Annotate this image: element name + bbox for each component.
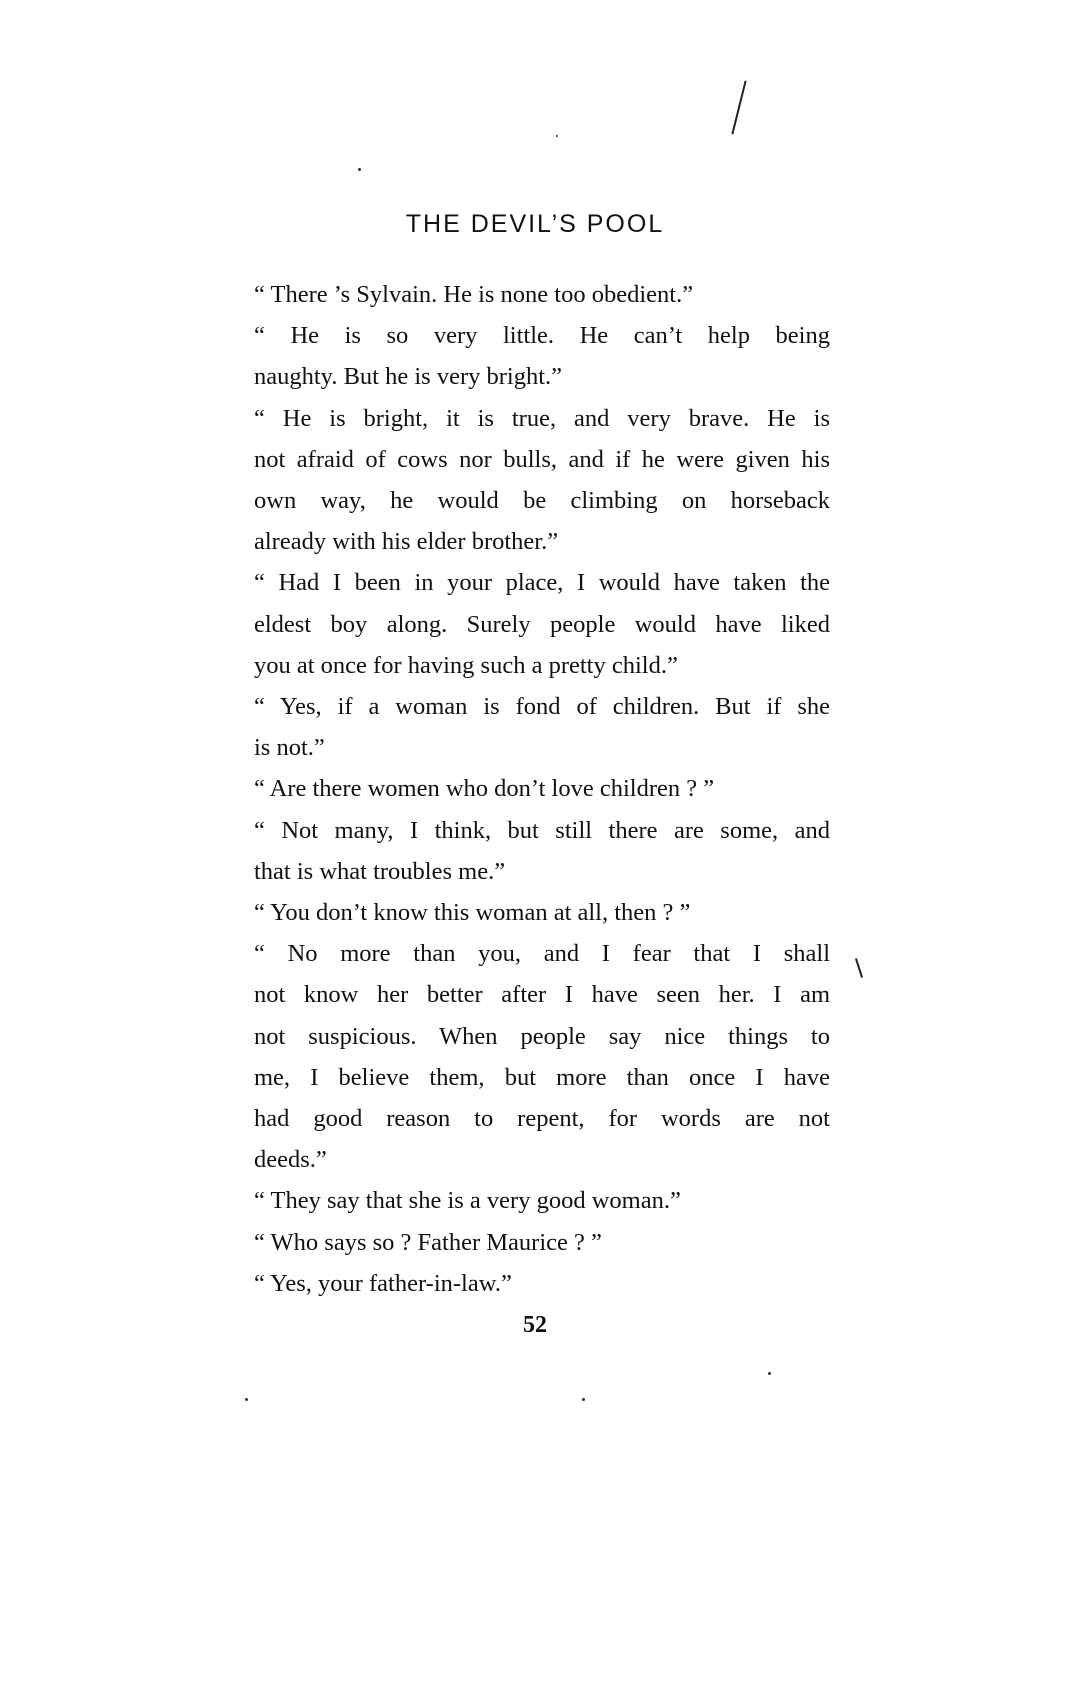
text-line: “ Had I been in your place, I would have taken the	[254, 569, 830, 597]
paragraph	[233, 686, 830, 768]
text-line: “ There ’s Sylvain. He is none too obedient.”	[254, 281, 694, 308]
running-title: THE DEVIL’S POOL	[405, 210, 665, 238]
text-line: me, I believe them, but more than once I have	[254, 1063, 830, 1091]
text-line: eldest boy along. Surely people would have liked	[254, 610, 830, 638]
paragraph	[233, 562, 830, 686]
text-line: “ He is bright, it is true, and very brave. He is	[254, 404, 830, 432]
paragraph	[233, 398, 830, 563]
text-line: “ Yes, if a woman is fond of children. But if she	[254, 693, 830, 721]
text-line: “ You don’t know this woman at all, then ? ”	[254, 899, 691, 927]
text-line: naughty. But he is very bright.”	[254, 363, 563, 391]
text-line: “ Yes, your father-in-law.”	[254, 1269, 512, 1297]
text-line: not afraid of cows nor bulls, and if he were given his	[254, 445, 830, 473]
text-line: you at once for having such a pretty child.”	[254, 651, 678, 679]
text-line: not know her better after I have seen her. I am	[254, 981, 830, 1009]
text-line: “ Not many, I think, but still there are some, and	[254, 816, 830, 844]
paragraph	[233, 1263, 830, 1304]
text-line: “ They say that she is a very good woman.”	[254, 1187, 681, 1215]
scan-speck	[358, 168, 361, 171]
paragraph	[233, 1180, 830, 1221]
paragraph	[233, 933, 830, 1180]
text-line: own way, he would be climbing on horseback	[254, 487, 830, 515]
paragraph	[233, 274, 830, 315]
text-line: “ He is so very little. He can’t help being	[254, 322, 830, 350]
text-line: already with his elder brother.”	[254, 528, 559, 556]
text-line: “ Who says so ? Father Maurice ? ”	[254, 1228, 602, 1256]
paragraph	[233, 1222, 830, 1263]
paragraph	[233, 768, 830, 809]
scan-speck	[556, 135, 558, 137]
text-line: “ No more than you, and I fear that I shall	[254, 940, 830, 968]
scan-speck	[582, 1398, 585, 1401]
paragraph	[233, 315, 830, 397]
scan-speck	[245, 1398, 248, 1401]
text-line: had good reason to repent, for words are not	[254, 1105, 830, 1133]
text-line: that is what troubles me.”	[254, 857, 506, 885]
text-line: is not.”	[254, 734, 325, 762]
text-line: deeds.”	[254, 1146, 327, 1174]
body-text	[233, 274, 830, 1304]
scan-mark-margin	[855, 958, 863, 978]
text-line: not suspicious. When people say nice things to	[254, 1022, 830, 1050]
paragraph	[233, 892, 830, 933]
paragraph	[233, 810, 830, 892]
scan-mark-top	[731, 81, 746, 135]
scan-speck	[768, 1372, 771, 1375]
text-line: “ Are there women who don’t love children ? ”	[254, 775, 715, 803]
page-number: 52	[523, 1312, 547, 1338]
